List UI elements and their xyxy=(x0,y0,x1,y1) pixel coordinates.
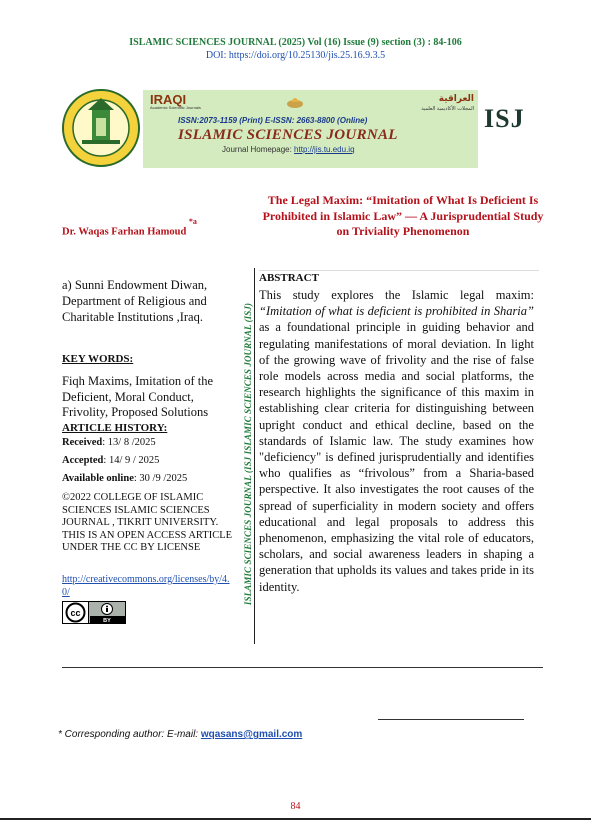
isj-logo: ISJ xyxy=(484,104,525,133)
issn-online: E-ISSN: 2663-8800 (Online) xyxy=(265,116,368,125)
accepted-value: : 14/ 9 / 2025 xyxy=(103,455,160,466)
received-label: Received xyxy=(62,437,103,448)
homepage-label: Journal Homepage: xyxy=(222,145,295,154)
page-number: 84 xyxy=(290,801,301,812)
homepage-link[interactable]: http://jis.tu.edu.iq xyxy=(294,145,355,154)
lamp-icon xyxy=(286,94,304,110)
arabic-logo-subtext: المجلات الأكاديمية العلمية xyxy=(421,106,474,112)
arabic-logo-text: العراقية xyxy=(438,94,474,104)
journal-homepage xyxy=(222,145,355,154)
corresponding-label: * Corresponding author: E-mail: xyxy=(58,729,201,740)
bottom-rule xyxy=(0,818,591,820)
university-seal-icon xyxy=(60,88,142,168)
available-value: : 30 /9 /2025 xyxy=(133,473,188,484)
cc-by-license-icon[interactable] xyxy=(62,601,126,624)
vertical-journal-text: ISLAMIC SCIENCES JOURNAL (ISJ ISLAMIC SCIENCES JOURNAL (ISJ) xyxy=(243,302,253,606)
abstract-maxim: “Imitation of what is deficient is prohibited in Sharia” xyxy=(259,304,534,319)
author-name xyxy=(62,217,197,238)
abstract-body xyxy=(259,287,534,595)
abstract-heading: ABSTRACT xyxy=(259,272,319,284)
journal-title: ISLAMIC SCIENCES JOURNAL xyxy=(178,127,398,143)
received-value: : 13/ 8 /2025 xyxy=(102,437,156,448)
available-online-date xyxy=(62,473,187,484)
by-label: BY xyxy=(103,618,111,624)
author-affiliation-marker: *a xyxy=(188,217,197,226)
column-divider xyxy=(254,268,255,644)
copyright-notice: ©2022 COLLEGE OF ISLAMIC SCIENCES ISLAMIC SCIENCES JOURNAL , TIKRIT UNIVERSITY. THIS IS AN OPEN ACCESS ARTICLE UNDER THE CC BY LICENSE xyxy=(62,492,233,554)
keywords-heading: KEY WORDS: xyxy=(62,353,134,365)
received-date xyxy=(62,437,156,448)
footnote-rule xyxy=(378,719,524,720)
abstract-text-1: This study explores the Islamic legal maxim: xyxy=(259,288,534,302)
keywords: Fiqh Maxims, Imitation of the Deficient, Moral Conduct, Frivolity, Proposed Solutions xyxy=(62,374,214,419)
doi-link[interactable]: https://doi.org/10.25130/jis.25.16.9.3.5 xyxy=(228,50,386,61)
doi-line xyxy=(0,50,591,61)
vertical-journal-banner xyxy=(236,268,256,648)
license-link[interactable]: http://creativecommons.org/licenses/by/4.0/ xyxy=(62,574,230,598)
issn-print: ISSN:2073-1159 (Print) xyxy=(178,116,263,125)
accepted-date xyxy=(62,455,159,466)
author-affiliation: a) Sunni Endowment Diwan, Department of Religious and Charitable Institutions ,Iraq. xyxy=(62,278,208,324)
journal-citation-line: ISLAMIC SCIENCES JOURNAL (2025) Vol (16) Issue (9) section (3) : 84-106 xyxy=(129,37,462,48)
iraqi-logo-text: IRAQI xyxy=(150,92,187,107)
corresponding-author xyxy=(58,729,302,740)
iraqi-logo-subtext: Academic Scientific Journals xyxy=(150,105,201,110)
author-email-link[interactable]: wqasans@gmail.com xyxy=(200,729,303,740)
abstract-text-2: as a foundational principle in guiding behavior and regulating manifestations of moral deviation. In light of the growing wave of frivolity and the rise of false role models across media and social platforms, the research highlights the significance of this maxim in establishing clear criteria for distinguishing between upright conduct and ethical decline, based on the standards of Islamic law. The study examines how "deficiency" is defined jurisprudentially and identifies who qualifies as “frivolous” from a Sharia-based perspective. It also investigates the root causes of the spread of superficiality in modern society and offers educational and legal proposals to address this phenomenon, emphasizing the vital role of educators, scholars, and social awareness leaders in shaping a generation that upholds its values and takes pride in its identity. xyxy=(259,320,534,594)
article-history-heading: ARTICLE HISTORY: xyxy=(62,422,168,434)
cc-label: cc xyxy=(70,608,81,618)
section-divider xyxy=(62,667,543,668)
issn-line xyxy=(178,116,474,125)
abstract-rule xyxy=(259,270,539,271)
doi-label: DOI: xyxy=(205,50,229,61)
article-title: The Legal Maxim: “Imitation of What Is Deficient Is Prohibited in Islamic Law” — A Jurisprudential Study on Triviality Phenomenon xyxy=(262,193,544,238)
accepted-label: Accepted xyxy=(62,455,104,466)
author-text: Dr. Waqas Farhan Hamoud xyxy=(62,226,187,238)
available-label: Available online xyxy=(62,473,134,484)
